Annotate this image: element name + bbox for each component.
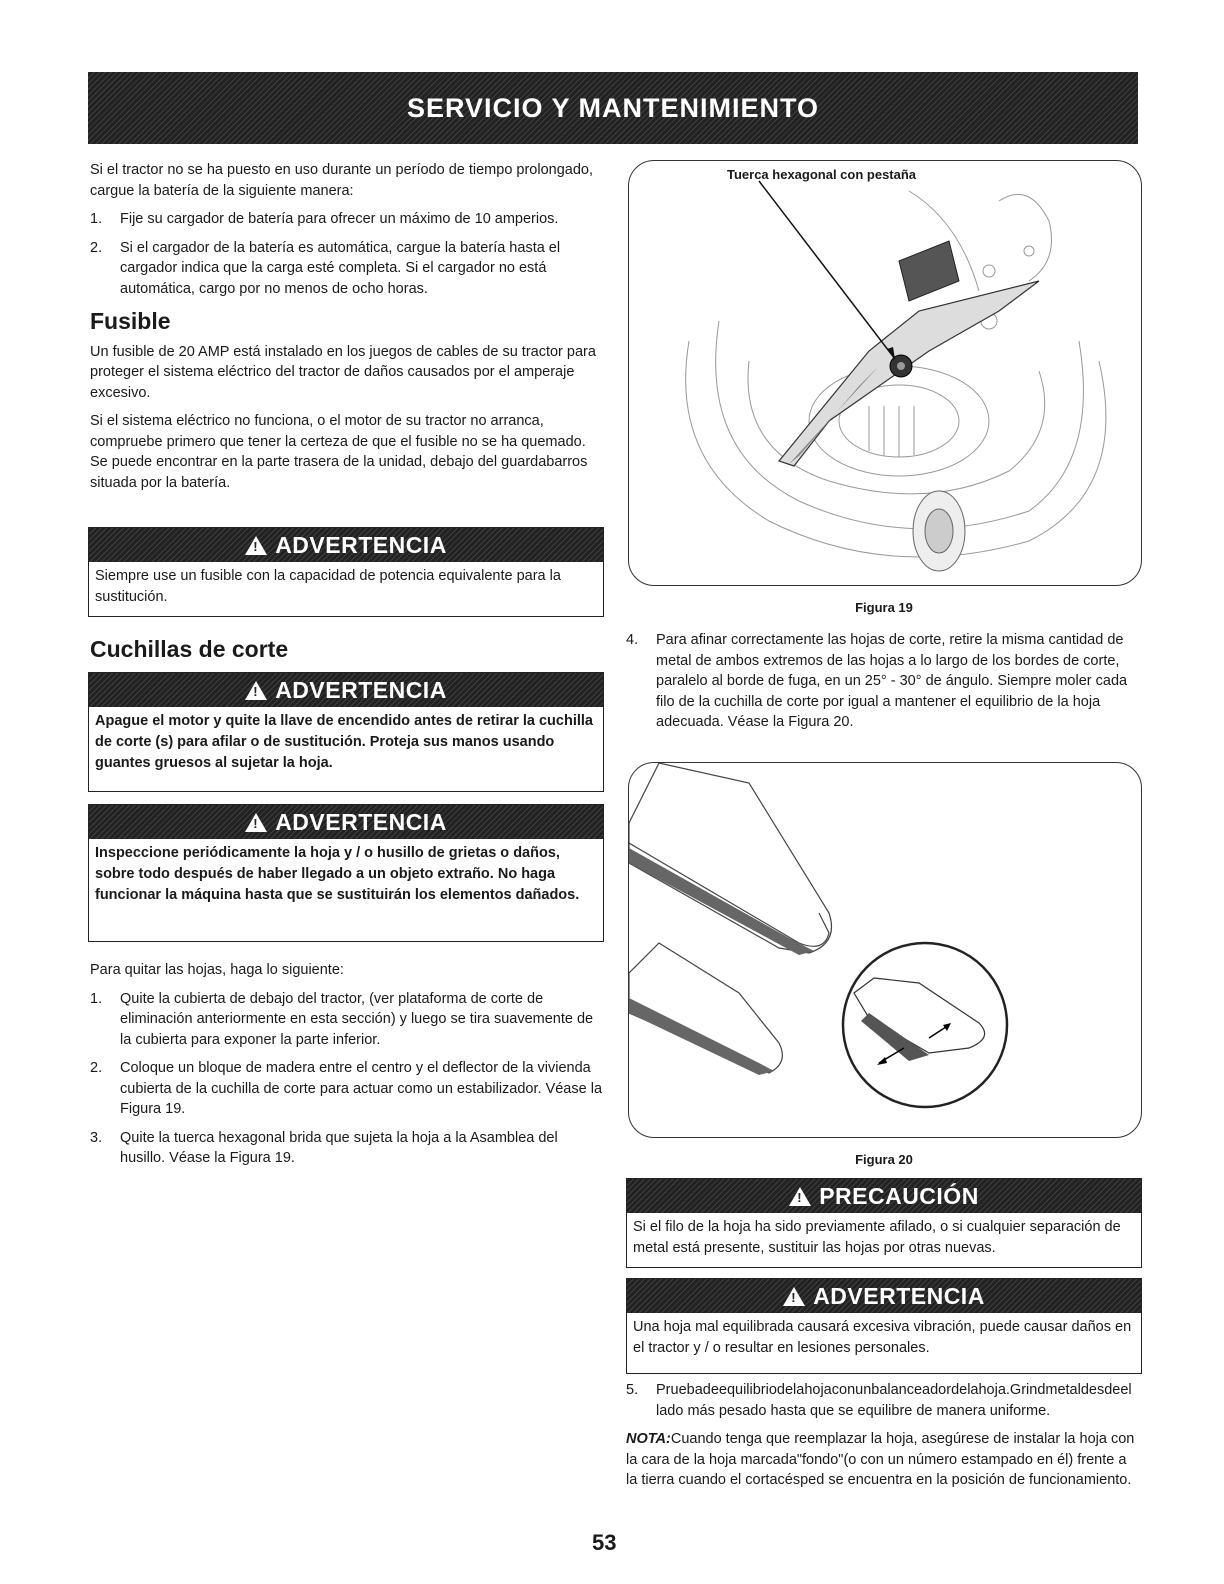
figure-19-caption: Figura 19 xyxy=(855,600,913,615)
warning-box-fuse xyxy=(88,527,604,617)
note-paragraph xyxy=(626,1429,1140,1491)
warning-triangle-icon xyxy=(783,1287,805,1306)
page-title: SERVICIO Y MANTENIMIENTO xyxy=(406,92,820,123)
remove-intro: Para quitar las hojas, haga lo siguiente: xyxy=(90,962,344,978)
caution-text: Si el filo de la hoja ha sido previamente afilado, o si cualquier separación de metal está presente, sustituir las hojas por otras nuevas. xyxy=(633,1219,1121,1256)
figure-20-illustration xyxy=(629,763,1141,1137)
warning-box-inspect xyxy=(88,804,604,942)
warning-box-balance xyxy=(626,1278,1142,1374)
warning-text: Apague el motor y quite la llave de encendido antes de retirar la cuchilla de corte (s) para afilar o de sustitución. Proteja sus manos usando guantes gruesos al sujetar la hoja. xyxy=(95,713,593,771)
warning-triangle-icon xyxy=(245,536,267,555)
list-item: 1. Fije su cargador de batería para ofrecer un máximo de 10 amperios. xyxy=(90,211,559,227)
warning-text: Siempre use un fusible con la capacidad de potencia equivalente para la sustitución. xyxy=(95,568,561,605)
warning-title: ADVERTENCIA xyxy=(275,676,447,703)
remove-steps-list xyxy=(90,989,602,1169)
figure-19-callout: Tuerca hexagonal con pestaña xyxy=(727,167,917,182)
figure-20-caption: Figura 20 xyxy=(855,1152,913,1167)
warning-triangle-icon xyxy=(245,813,267,832)
warning-triangle-icon xyxy=(789,1187,811,1206)
note-text: Cuando tenga que reemplazar la hoja, asegúrese de instalar la hoja con la cara de la hoja marcada"fondo"(o con un número estampado en él) frente a la tierra cuando el cortacésped se encuentra en la posición de funcionamiento. xyxy=(626,1431,1135,1488)
caution-title: PRECAUCIÓN xyxy=(819,1182,979,1209)
step-4 xyxy=(626,630,1140,741)
figure-20 xyxy=(628,762,1142,1138)
list-item: 2. Si el cargador de la batería es automática, cargue la batería hasta el cargador indica que la carga esté completa. Si el cargador no está automática, cargo por no menos de ocho horas. xyxy=(90,239,561,297)
figure-19-illustration xyxy=(629,161,1141,585)
list-item: 4. Para afinar correctamente las hojas de corte, retire la misma cantidad de metal de ambos extremos de las hojas a lo largo de los bordes de corte, paralelo al borde de fuga, en un 25° - 30° de ángulo. Siempre moler cada filo de la cuchilla de corte por igual a mantener el equilibrio de la hoja adecuada. Véase la Figura 20. xyxy=(626,632,1128,730)
warning-title: ADVERTENCIA xyxy=(275,808,447,835)
hex-nut-icon xyxy=(890,355,912,377)
list-item: 1. Quite la cubierta de debajo del tractor, (ver plataforma de corte de eliminación anteriormente en esta sección) y luego se tira suavemente de la cubierta para exponer la parte inferior. xyxy=(90,990,594,1048)
note-label: NOTA: xyxy=(626,1431,671,1447)
list-item: 3. Quite la tuerca hexagonal brida que sujeta la hoja a la Asamblea del husillo. Véase la Figura 19. xyxy=(90,1129,558,1166)
list-item: 2. Coloque un bloque de madera entre el centro y el deflector de la vivienda cubierta de la cuchilla de corte para actuar como un estabilizador. Véase la Figura 19. xyxy=(90,1060,603,1117)
fuse-paragraph-1: Un fusible de 20 AMP está instalado en los juegos de cables de su tractor para proteger el sistema eléctrico del tractor de daños causados por el amperaje excesivo. xyxy=(90,343,596,401)
warning-title: ADVERTENCIA xyxy=(275,531,447,558)
right-column-bottom xyxy=(626,1380,1140,1499)
charge-steps-list xyxy=(90,209,602,299)
caution-box xyxy=(626,1178,1142,1268)
list-item: 5. Pruebadeequilibriodelahojaconunbalanceadordelahoja.Grindmetaldesdeel lado más pesado hasta que se equilibre de manera uniforme. xyxy=(626,1382,1132,1419)
fuse-heading: Fusible xyxy=(90,308,171,334)
warning-triangle-icon xyxy=(245,681,267,700)
fuse-paragraph-2: Si el sistema eléctrico no funciona, o el motor de su tractor no arranca, compruebe primero que tener la certeza de que el fusible no se ha quemado. Se puede encontrar en la parte trasera de la unidad, debajo del guardabarros situada por la batería. xyxy=(90,413,588,491)
warning-title: ADVERTENCIA xyxy=(813,1282,985,1309)
left-column-bottom xyxy=(90,960,602,1177)
blades-heading: Cuchillas de corte xyxy=(90,636,289,662)
warning-text: Inspeccione periódicamente la hoja y / o husillo de grietas o daños, sobre todo después de haber llegado a un objeto extraño. No haga funcionar la máquina hasta que se sustituirán los elementos dañados. xyxy=(95,845,580,903)
figure-19 xyxy=(628,160,1142,586)
left-column-top xyxy=(90,160,602,501)
warning-box-ignition xyxy=(88,672,604,792)
page-header-banner xyxy=(88,72,1138,144)
page-number: 53 xyxy=(592,1530,617,1555)
warning-text: Una hoja mal equilibrada causará excesiva vibración, puede causar daños en el tractor y / o resultar en lesiones personales. xyxy=(633,1319,1132,1356)
intro-paragraph: Si el tractor no se ha puesto en uso durante un período de tiempo prolongado, cargue la batería de la siguiente manera: xyxy=(90,162,594,199)
